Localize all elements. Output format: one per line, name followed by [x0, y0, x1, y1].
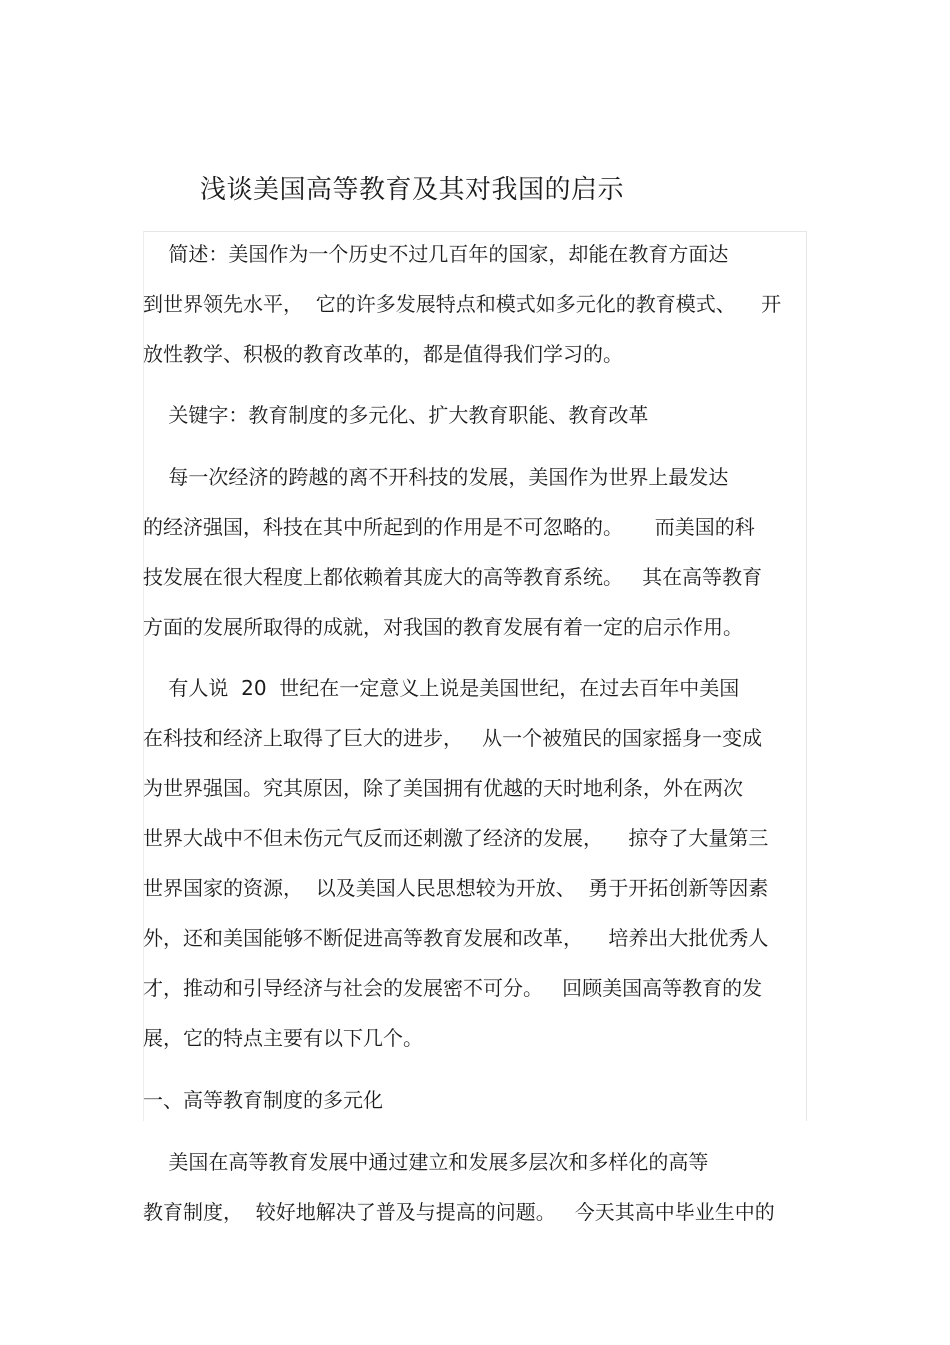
body-line: 在科技和经济上取得了巨大的进步， 从一个被殖民的国家摇身一变成	[143, 726, 763, 750]
body-line: 展，它的特点主要有以下几个。	[143, 1026, 423, 1050]
body-line: 技发展在很大程度上都依赖着其庞大的高等教育系统。 其在高等教育	[143, 565, 763, 589]
body-line: 教育制度， 较好地解决了普及与提高的问题。 今天其高中毕业生中的	[143, 1200, 775, 1224]
body-line: 每一次经济的跨越的离不开科技的发展，美国作为世界上最发达	[143, 465, 729, 489]
body-line: 为世界强国。究其原因，除了美国拥有优越的天时地利条，外在两次	[143, 776, 743, 800]
body-line: 外，还和美国能够不断促进高等教育发展和改革， 培养出大批优秀人	[143, 926, 769, 950]
body-line: 世界国家的资源， 以及美国人民思想较为开放、 勇于开拓创新等因素	[143, 876, 769, 900]
body-line: 到世界领先水平， 它的许多发展特点和模式如多元化的教育模式、 开	[143, 292, 782, 316]
body-line: 的经济强国，科技在其中所起到的作用是不可忽略的。 而美国的科	[143, 515, 755, 539]
body-line: 美国在高等教育发展中通过建立和发展多层次和多样化的高等	[143, 1150, 709, 1174]
frame-border-top	[143, 231, 807, 232]
frame-border-right	[806, 231, 807, 1121]
body-line: 放性教学、积极的教育改革的，都是值得我们学习的。	[143, 342, 623, 366]
body-line: 世界大战中不但未伤元气反而还刺激了经济的发展， 掠夺了大量第三	[143, 826, 769, 850]
body-line: 简述：美国作为一个历史不过几百年的国家，却能在教育方面达	[143, 242, 729, 266]
document-title: 浅谈美国高等教育及其对我国的启示	[200, 175, 625, 205]
keywords-line: 关键字：教育制度的多元化、扩大教育职能、教育改革	[143, 403, 649, 427]
section-heading: 一、高等教育制度的多元化	[143, 1088, 383, 1112]
body-line: 才，推动和引导经济与社会的发展密不可分。 回顾美国高等教育的发	[143, 976, 763, 1000]
body-line: 有人说 20 世纪在一定意义上说是美国世纪，在过去百年中美国	[143, 676, 740, 700]
body-line: 方面的发展所取得的成就，对我国的教育发展有着一定的启示作用。	[143, 615, 743, 639]
